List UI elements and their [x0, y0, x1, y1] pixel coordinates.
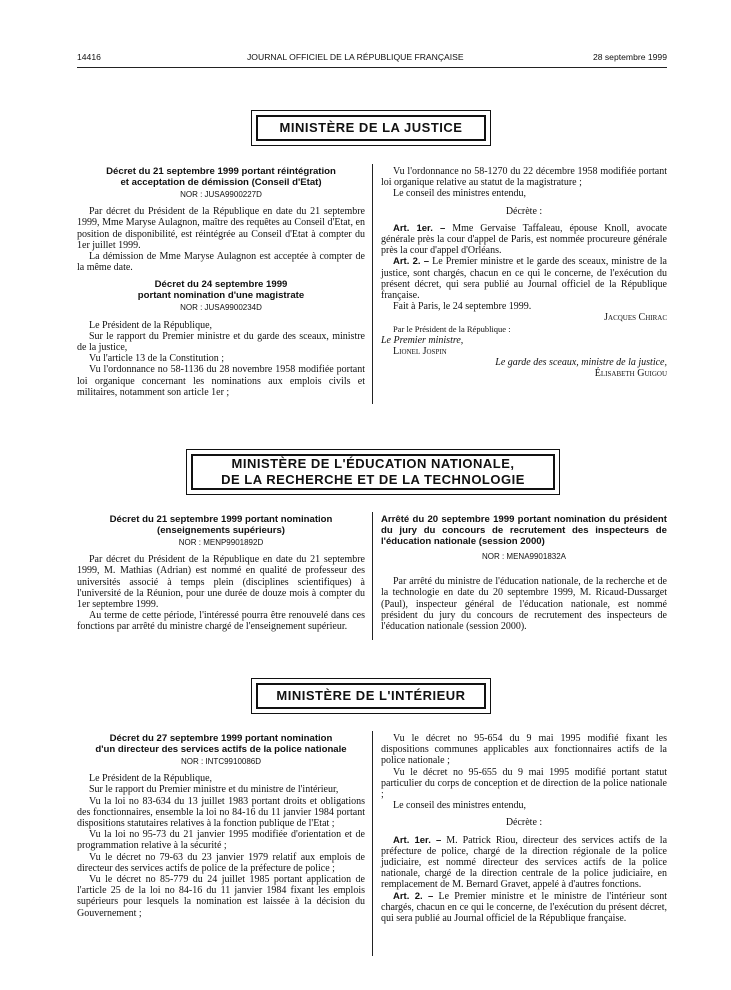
- paragraph: Le conseil des ministres entendu,: [393, 188, 527, 200]
- interieur-right-column: [381, 733, 667, 924]
- ministry-box-education: [186, 449, 560, 495]
- paragraph: Vu l'article 13 de la Constitution ;: [89, 353, 225, 365]
- article-text: Mme Gervaise Taffaleau, épouse Knoll, avocate générale près la cour d'appel de Paris, est nommée procureure générale près la cour d'appel d'Orléans.: [381, 222, 667, 257]
- article-text: Le Premier ministre et le ministre de l'intérieur sont chargés, chacun en ce qui le concerne, de l'exécution du présent décret, qui sera publié au Journal officiel de la République française.: [381, 890, 667, 925]
- signature-role: Le garde des sceaux, ministre de la justice,: [495, 357, 667, 369]
- ministry-title-line: MINISTÈRE DE L'ÉDUCATION NATIONALE,: [231, 455, 515, 471]
- interieur-left-column: [77, 733, 365, 919]
- ministry-title-interieur: MINISTÈRE DE L'INTÉRIEUR: [276, 687, 466, 703]
- issue-date: 28 septembre 1999: [592, 52, 667, 62]
- justice-right-column: [381, 166, 667, 380]
- article-text: Le Premier ministre et le garde des sceaux, ministre de la justice, sont chargés, chacun en ce qui le concerne, de l'exécution du présent décret, qui sera publié au Journal officiel de la République française.: [381, 256, 667, 302]
- paragraph: Vu le décret no 95-654 du 9 mai 1995 modifié fixant les dispositions communes applicables aux fonctionnaires actifs de la police nationale ;: [381, 733, 667, 767]
- paragraph: Par décret du Président de la République en date du 21 septembre 1999, Mme Maryse Aulagnon, maître des requêtes au Conseil d'Etat, en position de disponibilité, est réintégrée au Conseil d'Etat à compter du 1er juillet 1999.: [77, 206, 365, 251]
- decree-title: [77, 733, 365, 755]
- page-number: 14416: [77, 52, 101, 62]
- article-label: Art. 1er. –: [393, 222, 446, 234]
- paragraph: Vu le décret no 85-779 du 24 juillet 1985 portant application de l'article 25 de la loi no 84-16 du 11 janvier 1984 fixant les emplois supérieurs pour lesquels la nomination est laissée à la décision du Gouvernement ;: [77, 874, 365, 919]
- article-label: Art. 2. –: [393, 890, 434, 902]
- paragraph: Vu le décret no 79-63 du 23 janvier 1979 relatif aux emplois de directeur des services actifs de police de la préfecture de police ;: [77, 851, 365, 874]
- article: [381, 835, 667, 891]
- ministry-title-line: DE LA RECHERCHE ET DE LA TECHNOLOGIE: [221, 472, 525, 487]
- ministry-box-interieur: [251, 678, 491, 714]
- article-text: M. Patrick Riou, directeur des services actifs de la préfecture de police, chargé de la direction régionale de la police judiciaire, est nommé directeur des services actifs de la police nationale, chargé de la direction centrale de la police judiciaire, en remplacement de M. Bernard Gravet, appelé à d'autres fonctions.: [381, 834, 668, 891]
- article-label: Art. 2. –: [393, 256, 430, 268]
- ministry-box-justice: [251, 110, 491, 146]
- decree-title-line: Décret du 21 septembre 1999 portant nomination: [109, 514, 333, 525]
- signature-mention: Par le Président de la République :: [393, 323, 511, 334]
- paragraph: Vu la loi no 83-634 du 13 juillet 1983 portant droits et obligations des fonctionnaires, ensemble la loi no 84-16 du 11 janvier 1984 portant dispositions statutaires relatives à la fonction publique de l'Etat ;: [77, 795, 365, 830]
- decree-title-line: et acceptation de démission (Conseil d'Etat): [120, 177, 322, 188]
- ministry-title-justice: MINISTÈRE DE LA JUSTICE: [279, 119, 463, 135]
- paragraph: Sur le rapport du Premier ministre et du garde des sceaux, ministre de la justice,: [77, 330, 365, 354]
- paragraph: Vu l'ordonnance no 58-1270 du 22 décembre 1958 modifiée portant loi organique relative au statut de la magistrature ;: [381, 166, 667, 189]
- paragraph: Sur le rapport du Premier ministre et du ministre de l'intérieur,: [89, 784, 339, 796]
- article: [381, 223, 667, 257]
- paragraph: Vu la loi no 95-73 du 21 janvier 1995 modifiée d'orientation et de programmation relative à la sécurité ;: [77, 829, 365, 852]
- decrete-heading: Décrète :: [505, 817, 543, 829]
- nor-reference: NOR : MENP9901892D: [178, 538, 264, 547]
- decree-title: [77, 279, 365, 301]
- paragraph: Le conseil des ministres entendu,: [393, 800, 527, 812]
- decree-title-line: (enseignements supérieurs): [157, 525, 285, 536]
- signature-role: Le Premier ministre,: [381, 334, 464, 346]
- article: [381, 256, 667, 301]
- paragraph: Le Président de la République,: [89, 319, 213, 331]
- paragraph: Par décret du Président de la République en date du 21 septembre 1999, M. Mathias (Adrian) est nommé en qualité de professeur des universités associé à temps plein (disciplines scientifiques) à l'université de la Réunion, pour une durée de douze mois à compter du 1er septembre 1999.: [77, 554, 365, 611]
- arrete-title: Arrêté du 20 septembre 1999 portant nomination du président du jury du concours de recrutement des inspecteurs de l'éducation nationale (session 2000): [381, 514, 667, 547]
- paragraph: Vu le décret no 95-655 du 9 mai 1995 modifié portant statut particulier du corps de conception et de direction de la police nationale ;: [381, 766, 667, 801]
- column-divider: [372, 731, 373, 956]
- education-left-column: [77, 514, 365, 633]
- signature-prime-minister: Lionel Jospin: [393, 346, 447, 358]
- justice-left-column: [77, 166, 365, 398]
- decree-title-line: Décret du 24 septembre 1999: [154, 279, 288, 291]
- decree-title-line: Décret du 27 septembre 1999 portant nomination: [109, 733, 333, 744]
- signing-place-date: Fait à Paris, le 24 septembre 1999.: [393, 301, 532, 313]
- paragraph: Vu l'ordonnance no 58-1136 du 28 novembre 1958 modifiée portant loi organique concernant les nominations aux emplois civils et militaires, notamment son article 1er ;: [77, 364, 365, 398]
- paragraph: Le Président de la République,: [89, 773, 213, 785]
- signature-minister: Élisabeth Guigou: [594, 368, 667, 380]
- decree-title-line: d'un directeur des services actifs de la police nationale: [95, 744, 347, 755]
- nor-reference: NOR : JUSA9900234D: [180, 303, 262, 313]
- decree-title: [77, 166, 365, 188]
- decrete-heading: Décrète :: [505, 205, 543, 217]
- page-header: [77, 52, 667, 66]
- column-divider: [372, 512, 373, 640]
- signature-president: Jacques Chirac: [604, 312, 667, 324]
- decree-title: [77, 514, 365, 536]
- paragraph: Au terme de cette période, l'intéressé pourra être renouvelé dans ces fonctions par arrêté du ministre chargé de l'enseignement supérieur.: [77, 610, 365, 633]
- paragraph: La démission de Mme Maryse Aulagnon est acceptée à compter de la même date.: [77, 251, 365, 274]
- header-rule: [77, 67, 667, 68]
- nor-reference: NOR : INTC9910086D: [180, 757, 262, 766]
- education-right-column: [381, 514, 667, 632]
- column-divider: [372, 164, 373, 404]
- decree-title-line: Décret du 21 septembre 1999 portant réintégration: [106, 166, 336, 177]
- decree-title-line: portant nomination d'une magistrate: [137, 290, 305, 302]
- paragraph: Par arrêté du ministre de l'éducation nationale, de la recherche et de la technologie en date du 20 septembre 1999, M. Ricaud-Dussarget (Paul), inspecteur général de l'éducation nationale, est nommé président du jury du concours de recrutement des inspecteurs de l'éducation nationale (session 2000).: [381, 576, 667, 633]
- nor-reference: NOR : MENA9901832A: [481, 552, 567, 561]
- article: [381, 891, 667, 925]
- article-label: Art. 1er. –: [393, 834, 442, 846]
- journal-title: JOURNAL OFFICIEL DE LA RÉPUBLIQUE FRANÇAISE: [247, 52, 464, 62]
- nor-reference: NOR : JUSA9900227D: [180, 190, 262, 199]
